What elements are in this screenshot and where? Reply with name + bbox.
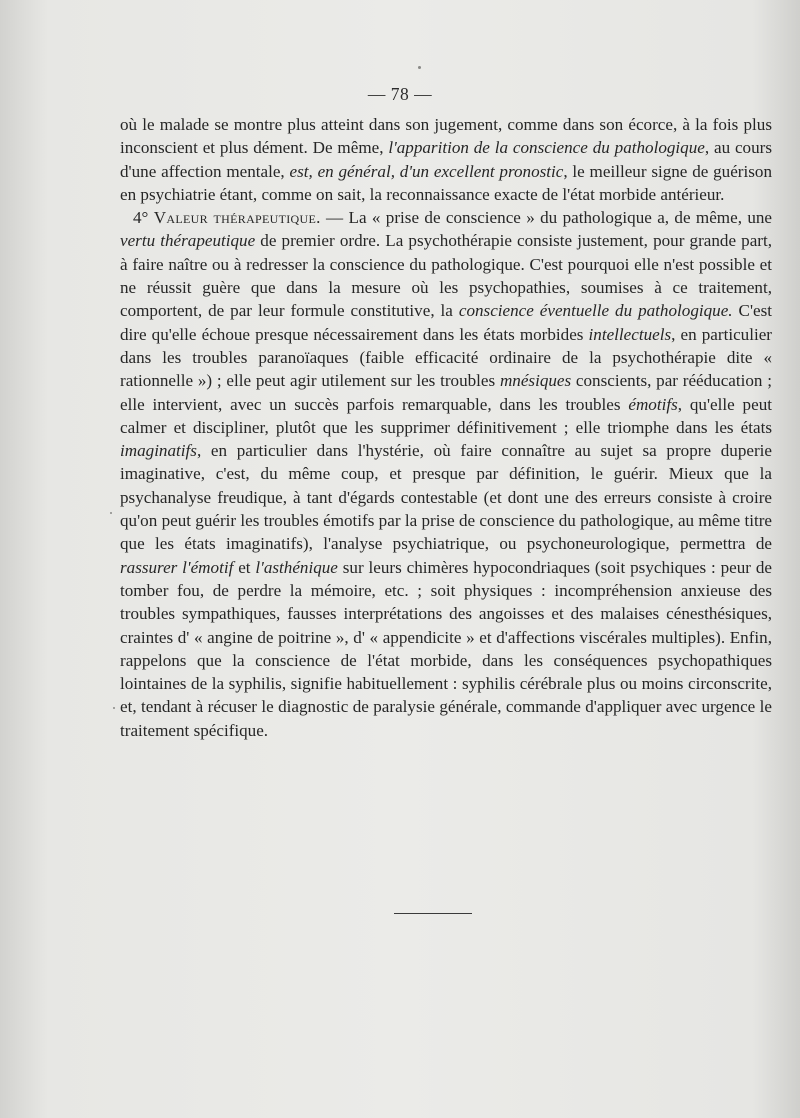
italic-run: émotifs [628,394,678,414]
text-run: où le malade se montre plus atteint dans son jugement, comme dans son écorce, à la fois plus inconscient et plus dément. De même, [120,115,772,158]
italic-run: l'asthénique [255,557,338,577]
italic-run: vertu thérapeutique [120,231,256,251]
section-number: 4° [133,208,154,228]
italic-run: conscience éventuelle du pathologique. [458,301,733,321]
italic-run: l'apparition de la conscience du pathologique [388,138,705,158]
text-run: , en particulier dans les troubles paranoïaques (faible efficacité ordinaire de la psychothérapie dite « rationnelle ») ; elle peut agir utilement sur les troubles [120,324,772,391]
text-run: , au cours d'une affection mentale, [120,138,772,181]
text-run: C'est dire qu'elle échoue presque nécessairement dans les états morbides [120,301,773,344]
text-run: , qu'elle peut calmer et discipliner, plutôt que les supprimer définitivement ; elle triomphe dans les états [120,394,772,437]
italic-run: intellectuels [588,324,672,344]
end-rule [394,913,472,914]
text-run: de premier ordre. La psychothérapie consiste justement, pour grande part, à faire naître ou à redresser la conscience du pathologique. C'est pourquoi elle n'est possible et ne réussit guère que dans la mesure où les psychopathies, soumises à ce traitement, comportent, de par leur formule constitutive, la [120,231,772,321]
ink-speck [418,66,421,69]
italic-run: mnésiques [499,371,572,391]
text-run: — La « prise de conscience » du pathologique a, de même, une [320,208,773,228]
paragraph-prognosis [120,113,772,206]
text-run: conscients, par rééducation ; elle intervient, avec un succès parfois remarquable, dans les troubles [120,371,772,414]
text-run: et [233,557,256,577]
page-number: — 78 — [367,84,433,104]
ink-speck [113,707,115,709]
text-run: , en particulier dans l'hystérie, où faire connaître au sujet sa propre duperie imaginative, c'est, du même coup, et presque par définition, le guérir. Mieux que la psychanalyse freudique, à tant d'égards contestable (et dont une des erreurs consiste à croire qu'on peut guérir les troubles émotifs par la prise de conscience du pathologique, au même titre que les états imaginatifs), l'analyse psychiatrique, ou psychoneurologique, permettra de [120,441,772,554]
italic-run: imaginatifs [120,441,197,461]
body-text [120,113,772,742]
text-run: , le meilleur signe de guérison en psychiatrie étant, comme on sait, la reconnaissance exacte de l'état morbide antérieur. [120,161,772,204]
italic-run: rassurer l'émotif [120,557,234,577]
paragraph-therapeutic-value [120,206,772,742]
italic-run: est, en général, d'un excellent pronostic [289,161,564,181]
text-run: sur leurs chimères hypocondriaques (soit psychiques : peur de tomber fou, de perdre la mémoire, etc. ; soit physiques : incompréhension anxieuse des troubles sympathiques, fausses interprétations des angoisses et des malaises cénesthésiques, craintes d' « angine de poitrine », d' « appendicite » et d'affections viscérales multiples). Enfin, rappelons que la conscience de l'état morbide, dans les conséquences psychopathiques lointaines de la syphilis, signifie habituellement : syphilis cérébrale plus ou moins circonscrite, et, tendant à récuser le diagnostic de paralysie générale, commande d'appliquer avec urgence le traitement spécifique. [120,557,772,740]
ink-speck [110,512,112,514]
section-heading: Valeur thérapeutique. [153,208,321,228]
